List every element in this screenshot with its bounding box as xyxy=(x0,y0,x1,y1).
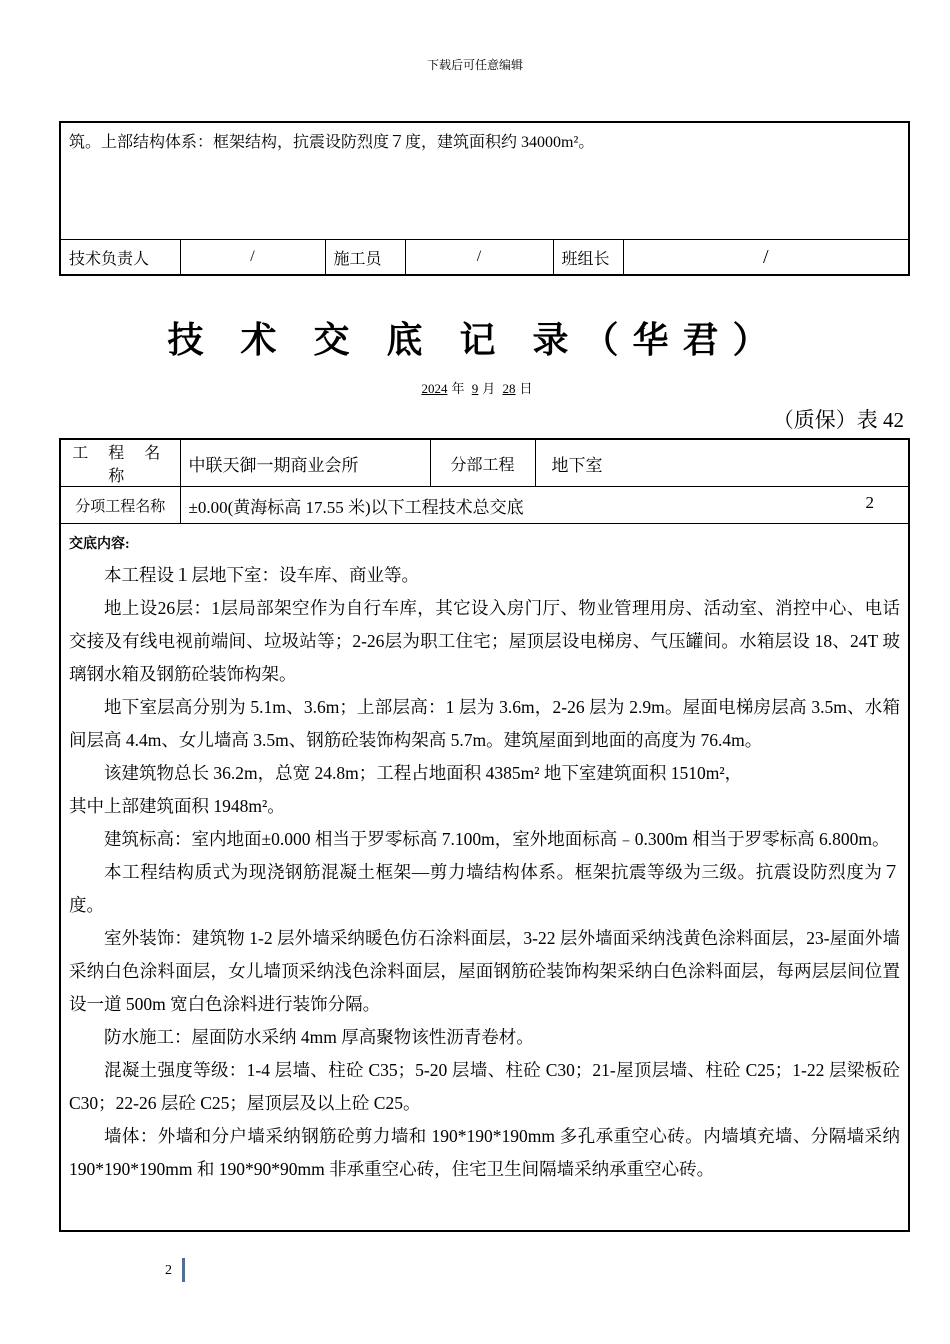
page-number-bar xyxy=(182,1258,185,1282)
division-label: 分部工程 xyxy=(430,439,535,487)
date-day-unit: 日 xyxy=(519,381,533,396)
paragraph: 地上设26层：1层局部架空作为自行车库，其它设入房门厅、物业管理用房、活动室、消控中心、电话交接及有线电视前端间、垃圾站等；2-26层为职工住宅；屋顶层设电梯房、气压罐间。水箱层设 18、24T 玻璃钢水箱及钢筋砼装饰构架。 xyxy=(69,598,900,684)
paragraph: 其中上部建筑面积 1948m²。 xyxy=(69,796,285,816)
continuation-text: 筑。上部结构体系：框架结构，抗震设防烈度７度，建筑面积约 34000m²。 xyxy=(60,122,909,240)
form-number: （质保）表 42 xyxy=(772,408,904,432)
paragraph: 本工程结构质式为现浇钢筋混凝土框架—剪力墙结构体系。框架抗震等级为三级。抗震设防烈度为７度。 xyxy=(69,862,900,915)
constructor-value: / xyxy=(405,240,553,276)
subitem-value: ±0.00(黄海标高 17.55 米)以下工程技术总交底 xyxy=(188,497,524,517)
content-title: 交底内容: xyxy=(69,537,130,552)
paragraph: 室外装饰：建筑物 1-2 层外墙采纳暖色仿石涂料面层，3-22 层外墙面采纳浅黄色涂料面层，23-屋面外墙采纳白色涂料面层，女儿墙顶采纳浅色涂料面层，屋面钢筋砼装饰构架采纳白色涂料面层，每两层层间位置设一道 500m 宽白色涂料进行装饰分隔。 xyxy=(69,928,900,1014)
header-note: 下载后可任意编辑 xyxy=(426,58,523,72)
paragraph: 防水施工：屋面防水采纳 4mm 厚高聚物该性沥青卷材。 xyxy=(104,1027,534,1047)
document-title: 技 术 交 底 记 录（华君） xyxy=(167,320,783,360)
subitem-label: 分项工程名称 xyxy=(60,487,180,524)
constructor-label: 施工员 xyxy=(325,240,405,276)
paragraph: 墙体：外墙和分户墙采纳钢筋砼剪力墙和 190*190*190mm 多孔承重空心砖。内墙填充墙、分隔墙采纳 190*190*190mm 和 190*90*90mm 非承重空心砖，住宅卫生间隔墙采纳承重空心砖。 xyxy=(69,1126,900,1179)
date-day: 28 xyxy=(502,381,516,396)
document-date xyxy=(0,378,950,397)
team-leader-label: 班组长 xyxy=(553,240,623,276)
paragraph: 该建筑物总长 36.2m，总宽 24.8m；工程占地面积 4385m² 地下室建筑面积 1510m²， xyxy=(104,763,743,783)
paragraph: 本工程设１层地下室：设车库、商业等。 xyxy=(104,565,419,585)
paragraph: 地下室层高分别为 5.1m、3.6m；上部层高：1 层为 3.6m，2-26 层为 2.9m。屋面电梯房层高 3.5m、水箱间层高 4.4m、女儿墙高 3.5m、钢筋砼装饰构架高 5.7m。建筑屋面到地面的高度为 76.4m。 xyxy=(69,697,900,750)
subitem-number: 2 xyxy=(865,492,874,512)
date-month-unit: 月 xyxy=(482,381,496,396)
team-leader-value: / xyxy=(623,240,909,276)
tech-lead-label: 技术负责人 xyxy=(60,240,180,276)
project-name-label: 工 程 名 称 xyxy=(60,439,180,487)
main-table xyxy=(59,438,910,1232)
paragraph: 建筑标高：室内地面±0.000 相当于罗零标高 7.100m，室外地面标高﹣0.300m 相当于罗零标高 6.800m。 xyxy=(104,829,890,849)
date-year-unit: 年 xyxy=(451,381,465,396)
date-year: 2024 xyxy=(421,381,448,396)
top-table xyxy=(59,121,910,276)
date-month: 9 xyxy=(471,381,479,396)
page-number: 2 xyxy=(165,1263,172,1278)
tech-lead-value: / xyxy=(180,240,325,276)
subitem-cell xyxy=(180,487,909,524)
project-name-value: 中联天御一期商业会所 xyxy=(180,439,430,487)
division-value: 地下室 xyxy=(535,439,909,487)
content-cell xyxy=(60,524,909,1232)
paragraph: 混凝土强度等级：1-4 层墙、柱砼 C35；5-20 层墙、柱砼 C30；21-屋顶层墙、柱砼 C25；1-22 层梁板砼 C30；22-26 层砼 C25；屋顶层及以上砼 C25。 xyxy=(69,1060,900,1113)
